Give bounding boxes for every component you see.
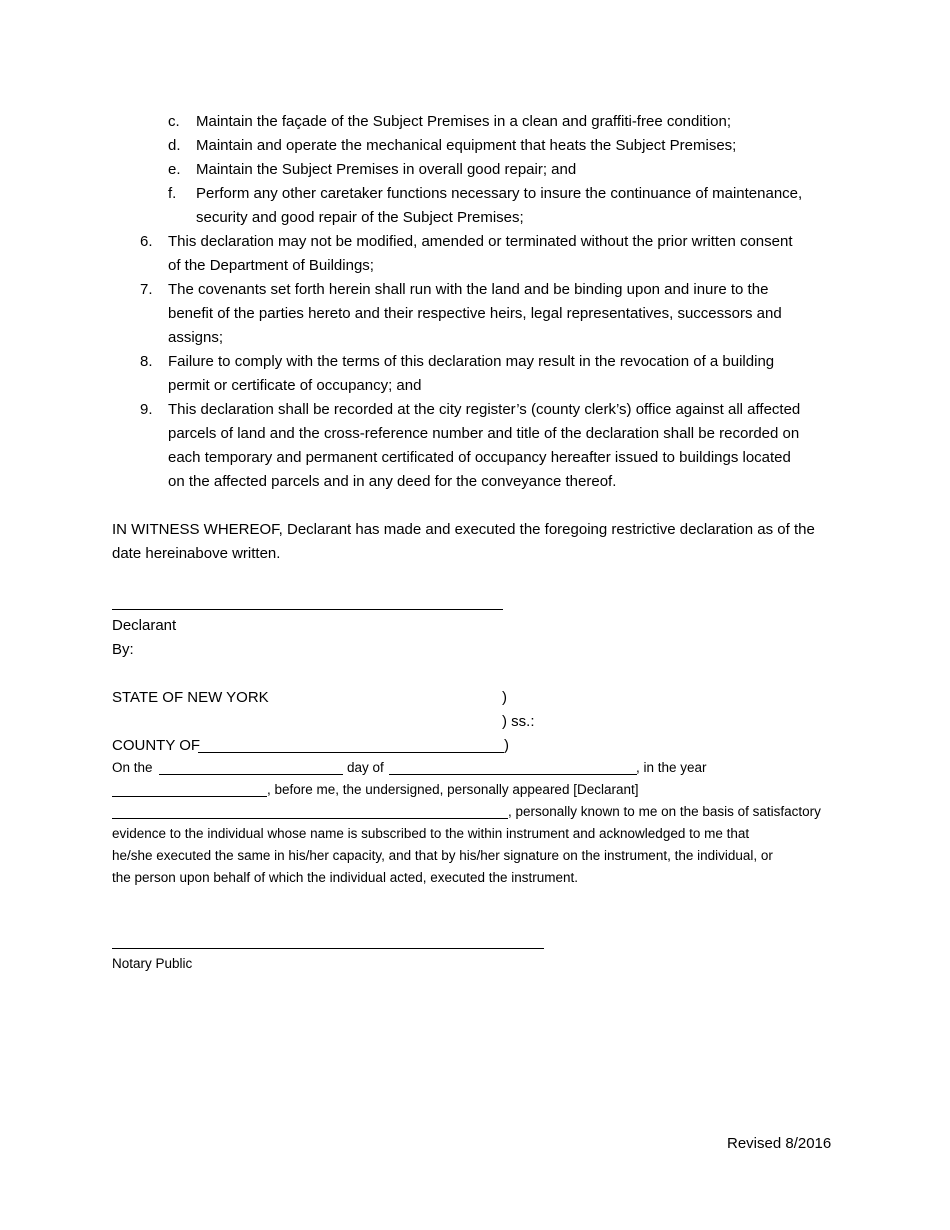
- day-blank[interactable]: [159, 760, 343, 775]
- list-marker: 8.: [140, 353, 153, 370]
- sublist-marker: d.: [168, 137, 181, 154]
- list-item-text: Failure to comply with the terms of this declaration may result in the revocation of a building: [168, 353, 775, 370]
- sublist-marker: c.: [168, 113, 180, 130]
- sublist-text: security and good repair of the Subject Premises;: [196, 209, 524, 226]
- list-item-text: each temporary and permanent certificated of occupancy hereafter issued to buildings located: [168, 449, 791, 466]
- witness-text: IN WITNESS WHEREOF, Declarant has made and executed the foregoing restrictive declaration as of the: [112, 521, 815, 538]
- ack-text: the person upon behalf of which the individual acted, executed the instrument.: [112, 870, 579, 885]
- list-item-text: permit or certificate of occupancy; and: [168, 377, 422, 394]
- list-marker: 9.: [140, 401, 153, 418]
- notary-label: Notary Public: [112, 956, 193, 971]
- ss-label: ) ss.:: [502, 713, 535, 730]
- ack-text: day of: [347, 760, 384, 775]
- list-marker: 7.: [140, 281, 153, 298]
- sublist-text: Perform any other caretaker functions necessary to insure the continuance of maintenance,: [196, 185, 803, 202]
- sublist-text: Maintain the Subject Premises in overall good repair; and: [196, 161, 577, 178]
- venue-paren: ): [502, 689, 507, 706]
- ack-text: evidence to the individual whose name is subscribed to the within instrument and acknowledged to me that: [112, 826, 750, 841]
- by-label: By:: [112, 641, 134, 658]
- sublist-marker: e.: [168, 161, 181, 178]
- witness-text: date hereinabove written.: [112, 545, 281, 562]
- list-item-text: on the affected parcels and in any deed for the conveyance thereof.: [168, 473, 617, 490]
- ack-text: he/she executed the same in his/her capacity, and that by his/her signature on the instrument, the individual, or: [112, 848, 773, 863]
- ack-text: , personally known to me on the basis of satisfactory: [508, 804, 821, 819]
- list-item-text: benefit of the parties hereto and their respective heirs, legal representatives, successors and: [168, 305, 782, 322]
- sublist-text: Maintain the façade of the Subject Premises in a clean and graffiti-free condition;: [196, 113, 732, 130]
- county-blank[interactable]: [198, 737, 504, 753]
- ack-text: , before me, the undersigned, personally appeared [Declarant]: [267, 782, 639, 797]
- list-item-text: parcels of land and the cross-reference number and title of the declaration shall be recorded on: [168, 425, 800, 442]
- list-item-text: assigns;: [168, 329, 224, 346]
- notary-signature-line[interactable]: [112, 948, 544, 949]
- sublist-marker: f.: [168, 185, 177, 202]
- venue-paren: ): [504, 737, 509, 754]
- list-marker: 6.: [140, 233, 153, 250]
- declarant-signature-line[interactable]: [112, 609, 503, 610]
- state-label: STATE OF NEW YORK: [112, 689, 269, 706]
- ack-text: On the: [112, 760, 153, 775]
- list-item-text: This declaration shall be recorded at the city register’s (county clerk’s) office against all affected: [168, 401, 801, 418]
- list-item-text: of the Department of Buildings;: [168, 257, 374, 274]
- month-blank[interactable]: [389, 760, 637, 775]
- list-item-text: The covenants set forth herein shall run with the land and be binding upon and inure to the: [168, 281, 769, 298]
- sublist-text: Maintain and operate the mechanical equipment that heats the Subject Premises;: [196, 137, 737, 154]
- ack-text: , in the year: [636, 760, 707, 775]
- declarant-label: Declarant: [112, 617, 177, 634]
- declarant-name-blank[interactable]: [112, 804, 508, 819]
- list-item-text: This declaration may not be modified, amended or terminated without the prior written consent: [168, 233, 793, 250]
- county-label: COUNTY OF: [112, 737, 201, 754]
- revision-note: Revised 8/2016: [727, 1135, 832, 1152]
- year-blank[interactable]: [112, 782, 267, 797]
